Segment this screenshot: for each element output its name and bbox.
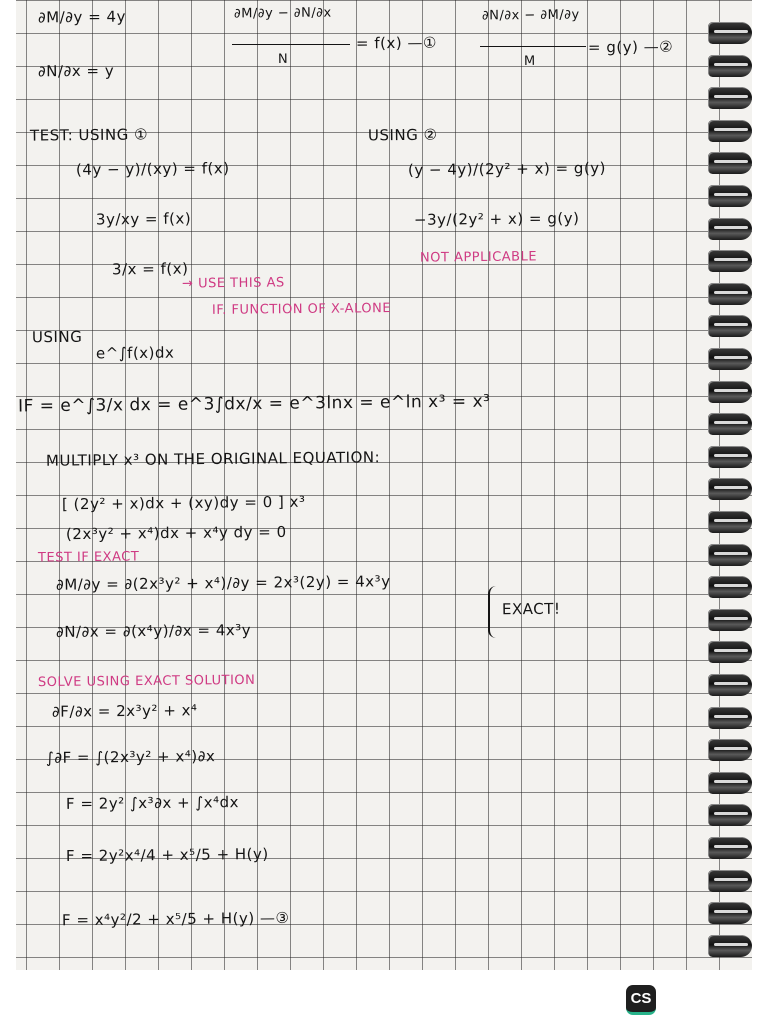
spiral-coil: [708, 315, 752, 337]
formula-2-fraction-bar: [480, 46, 586, 47]
spiral-coil: [708, 609, 752, 631]
spiral-coil: [708, 837, 752, 859]
solve-line-2: ∫∂F = ∫(2x³y² + x⁴)∂x: [45, 747, 216, 767]
camscanner-logo: CS: [626, 985, 656, 1015]
spiral-coil: [708, 772, 752, 794]
spiral-coil: [708, 446, 752, 468]
not-applicable: NOT APPLICABLE: [419, 249, 538, 266]
spiral-coil: [708, 804, 752, 826]
spiral-coil: [708, 381, 752, 403]
spiral-coil: [708, 152, 752, 174]
formula-2-numerator: ∂N/∂x − ∂M/∂y: [481, 7, 580, 24]
solve-line-1: ∂F/∂x = 2x³y² + x⁴: [51, 701, 198, 721]
spiral-coil: [708, 87, 752, 109]
using-2-line-2: −3y/(2y² + x) = g(y): [413, 209, 580, 229]
spiral-coil: [708, 413, 752, 435]
spiral-coil: [708, 218, 752, 240]
spiral-coil: [708, 120, 752, 142]
multiply-heading: MULTIPLY x³ ON THE ORIGINAL EQUATION:: [45, 448, 381, 470]
equation-1: [ (2y² + x)dx + (xy)dy = 0 ] x³: [61, 492, 306, 514]
spiral-coil: [708, 674, 752, 696]
spiral-coil: [708, 283, 752, 305]
using-2-heading: USING ②: [367, 125, 438, 145]
solve-heading: SOLVE USING EXACT SOLUTION: [37, 672, 256, 691]
solve-line-4: F = 2y²x⁴/4 + x⁵/5 + H(y): [65, 844, 269, 866]
notebook-page: [16, 0, 752, 970]
solve-line-3: F = 2y² ∫x³∂x + ∫x⁴dx: [65, 793, 240, 813]
solve-line-5: F = x⁴y²/2 + x⁵/5 + H(y) —③: [61, 908, 290, 930]
spiral-coil: [708, 902, 752, 924]
spiral-coil: [708, 511, 752, 533]
test-line-1: (4y − y)/(xy) = f(x): [75, 159, 230, 179]
note-top-left-2: ∂N/∂x = y: [37, 61, 115, 81]
spiral-coil: [708, 739, 752, 761]
spiral-coil: [708, 55, 752, 77]
exact-line-1: ∂M/∂y = ∂(2x³y² + x⁴)/∂y = 2x³(2y) = 4x³y: [55, 572, 391, 594]
exact-line-2: ∂N/∂x = ∂(x⁴y)/∂x = 4x³y: [55, 620, 252, 642]
test-exact-heading: TEST IF EXACT: [37, 549, 140, 566]
note-top-left-1: ∂M/∂y = 4y: [37, 7, 127, 27]
test-heading: TEST: USING ①: [29, 125, 149, 145]
spiral-coil: [708, 544, 752, 566]
exact-label: EXACT!: [501, 599, 561, 619]
formula-1-numerator: ∂M/∂y − ∂N/∂x: [233, 5, 332, 22]
spiral-coil: [708, 707, 752, 729]
spiral-coil: [708, 870, 752, 892]
spiral-coil: [708, 935, 752, 957]
exact-brace: [488, 586, 500, 638]
formula-2-result: = g(y) —②: [587, 37, 674, 57]
using-heading: USING: [31, 327, 83, 347]
using-formula: e^∫f(x)dx: [95, 343, 175, 363]
equation-2: (2x³y² + x⁴)dx + x⁴y dy = 0: [65, 522, 287, 544]
formula-1-result: = f(x) —①: [355, 33, 438, 53]
spiral-coil: [708, 185, 752, 207]
using-2-line-1: (y − 4y)/(2y² + x) = g(y): [407, 158, 607, 180]
spiral-coil: [708, 250, 752, 272]
use-note-2: IF. FUNCTION OF X-ALONE: [211, 301, 392, 318]
use-note-1: → USE THIS AS: [181, 275, 285, 292]
spiral-binding: [708, 22, 754, 972]
spiral-coil: [708, 348, 752, 370]
formula-2-denominator: M: [523, 53, 536, 70]
spiral-coil: [708, 478, 752, 500]
formula-1-denominator: N: [277, 51, 289, 68]
spiral-coil: [708, 22, 752, 44]
spiral-coil: [708, 576, 752, 598]
test-line-2: 3y/xy = f(x): [95, 209, 192, 229]
spiral-coil: [708, 641, 752, 663]
if-line: IF = e^∫3/x dx = e^3∫dx/x = e^3lnx = e^ln x³ = x³: [17, 391, 491, 417]
test-line-3: 3/x = f(x): [111, 259, 189, 279]
formula-1-fraction-bar: [232, 44, 350, 45]
